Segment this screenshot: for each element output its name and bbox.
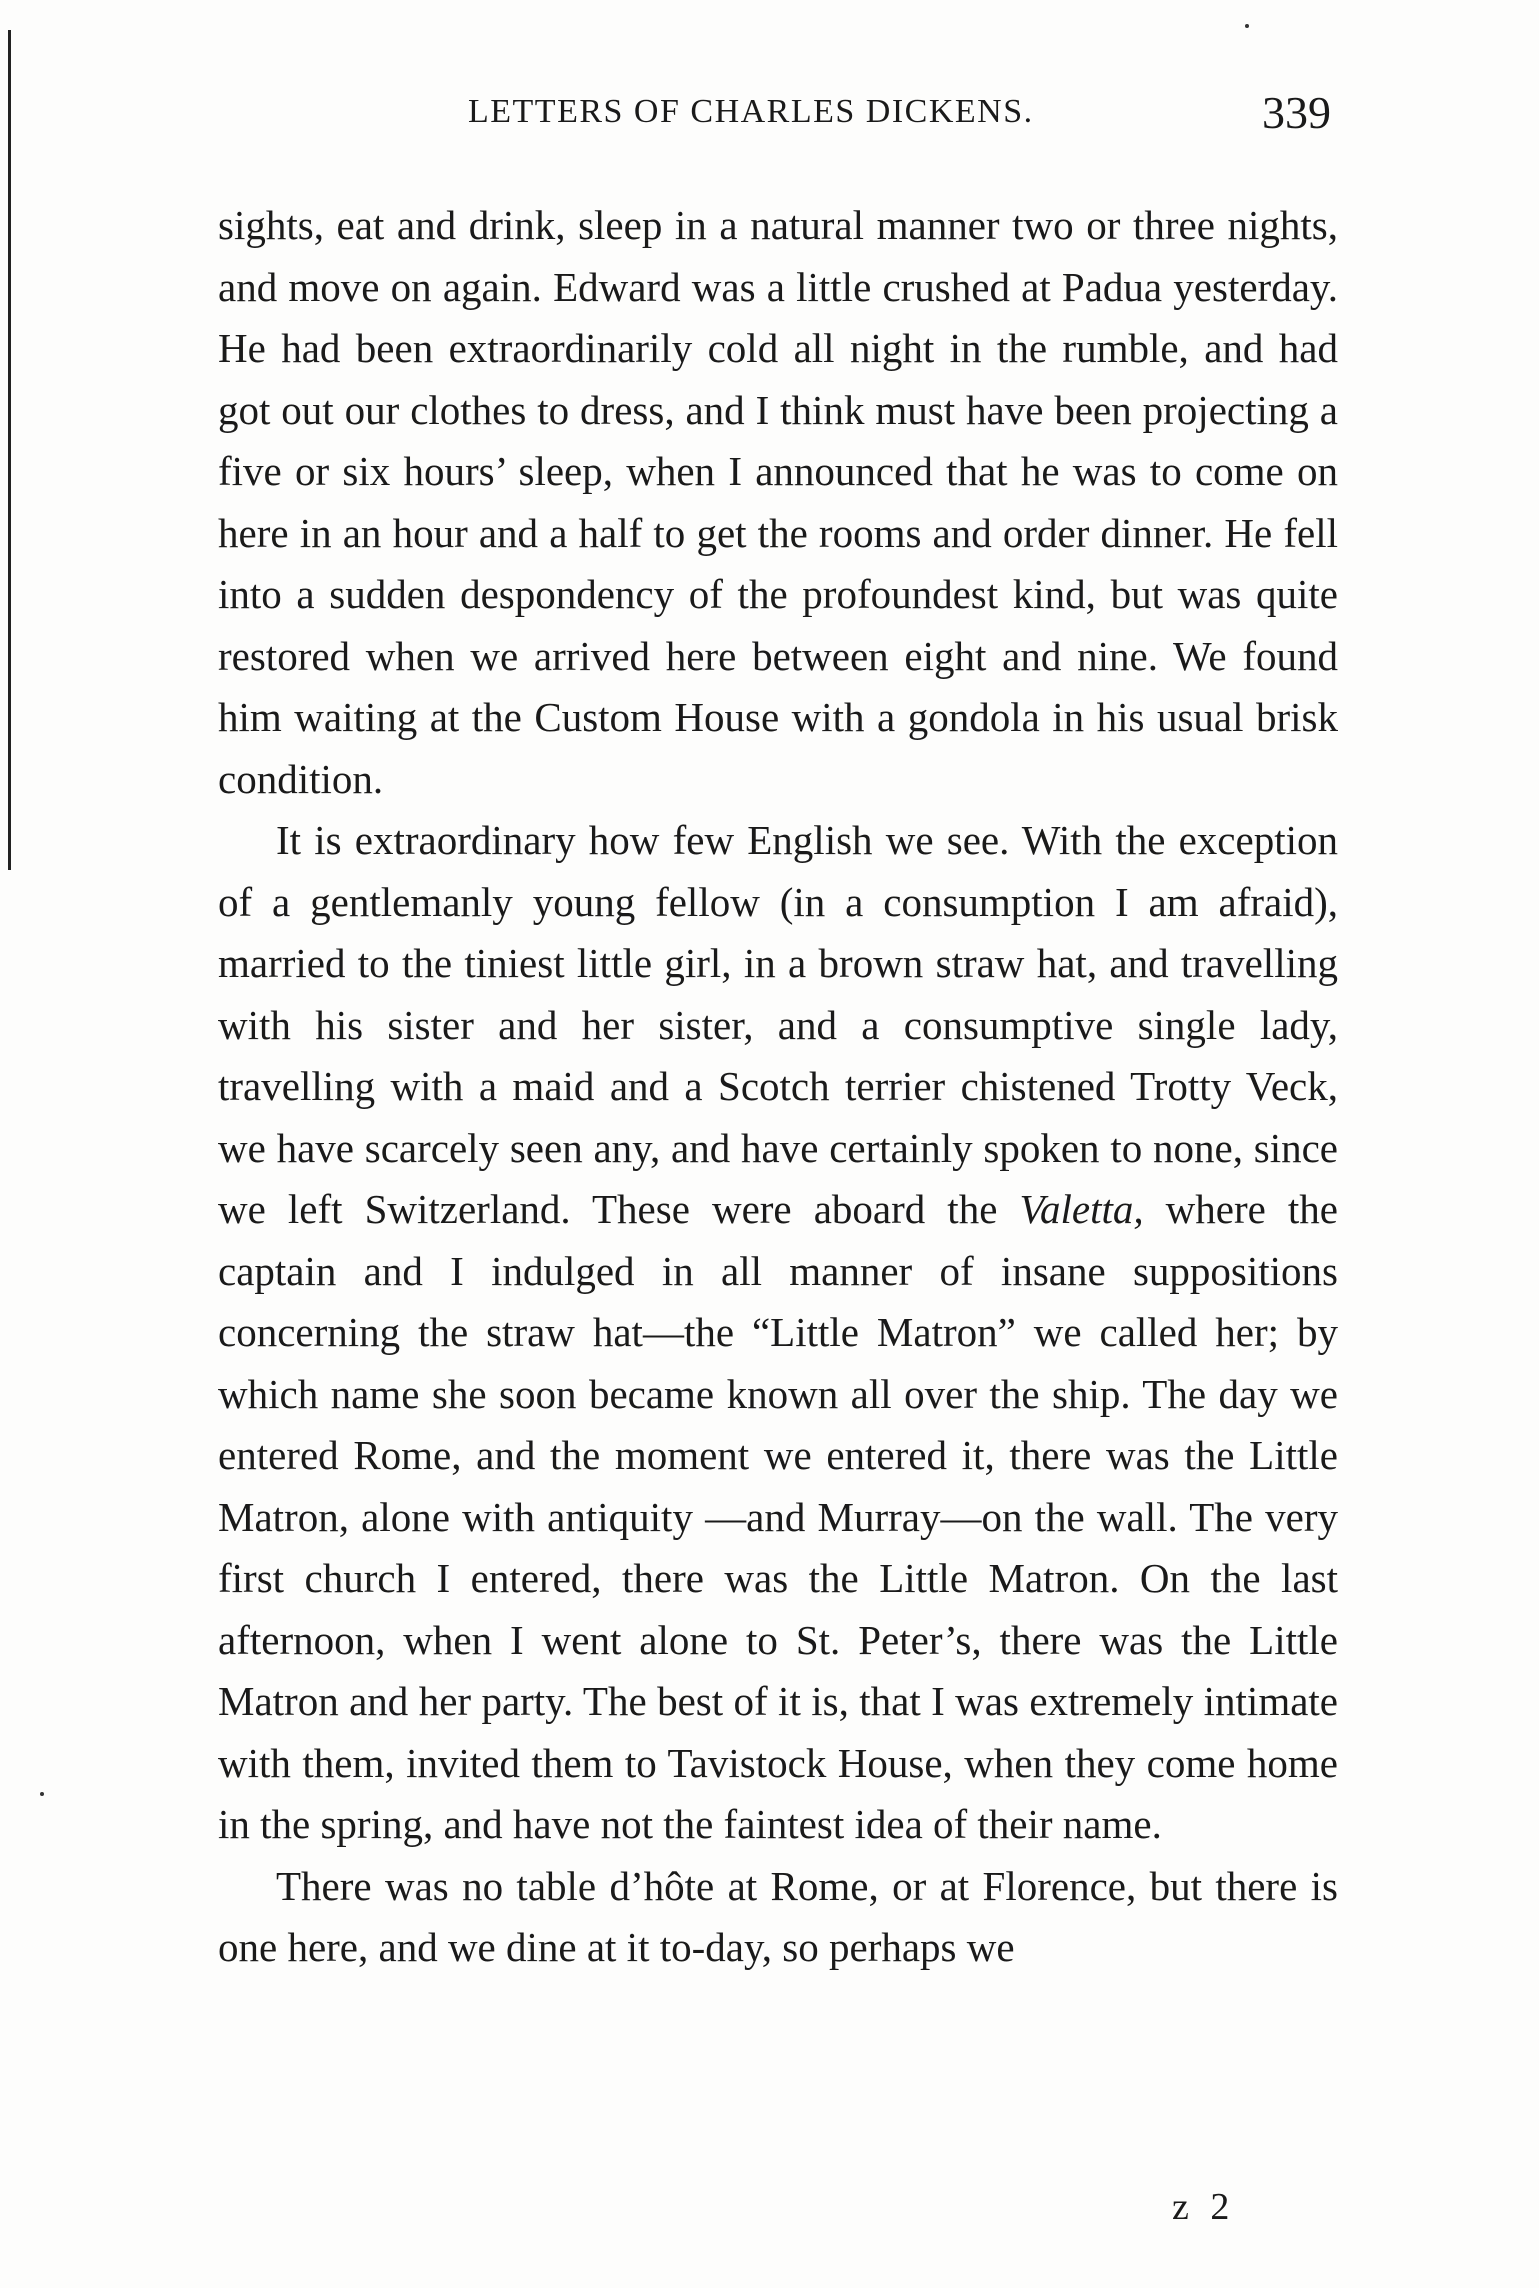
binding-edge-line xyxy=(8,30,11,870)
signature-mark: z 2 xyxy=(1172,2186,1236,2228)
paragraph-continued: sights, eat and drink, sleep in a natural manner two or three nights, and move on again. Edward was a little crushed at Padua yesterday. He had been extraordinarily cold all night in the rumble, and had got out our clothes to dress, and I think must have been projecting a five or six hours’ sleep, when I announced that he was to come on here in an hour and a half to get the rooms and order dinner. He fell into a sudden despondency of the profoundest kind, but was quite restored when we arrived here between eight and nine. We found him waiting at the Custom House with a gondola in his usual brisk condition. xyxy=(218,202,1338,802)
page-number: 339 xyxy=(1262,87,1331,138)
running-head-title: LETTERS OF CHARLES DICKENS. xyxy=(468,93,1034,130)
paragraph-table-dhote: There was no table d’hôte at Rome, or at Florence, but there is one here, and we dine at it to-day, so perhaps we xyxy=(218,1862,1338,1970)
paragraph-text: where the captain and I indulged in all manner of insane suppositions concerning the straw hat—the “Little Matron” we called her; by which name she soon became known all over the ship. The day we entered Rome, and the moment we entered it, there was the Little Matron, alone with antiquity —and Murray—on the wall. The very first church I entered, there was the Little Matron. On the last afternoon, when I went alone to St. Peter’s, there was the Little Matron and her party. The best of it is, that I was extremely intimate with them, invited them to Tavistock House, when they come home in the spring, and have not the faintest idea of their name. xyxy=(218,1186,1338,1847)
paragraph-text: It is extraordinary how few English we see. With the exception of a gentlemanly young fellow (in a consumption I am afraid), married to the tiniest little girl, in a brown straw hat, and travelling with his sister and her sister, and a consumptive single lady, travelling with a maid and a Scotch terrier chistened Trotty Veck, we have scarcely seen any, and have certainly spoken to none, since we left Switzerland. These were aboard the xyxy=(218,817,1338,1232)
ink-speck xyxy=(1245,24,1249,28)
ink-speck xyxy=(40,1792,44,1796)
body-text xyxy=(218,195,1338,1979)
ship-name-italic: Valetta, xyxy=(1019,1186,1144,1232)
paragraph-english-travellers xyxy=(218,810,1338,1856)
